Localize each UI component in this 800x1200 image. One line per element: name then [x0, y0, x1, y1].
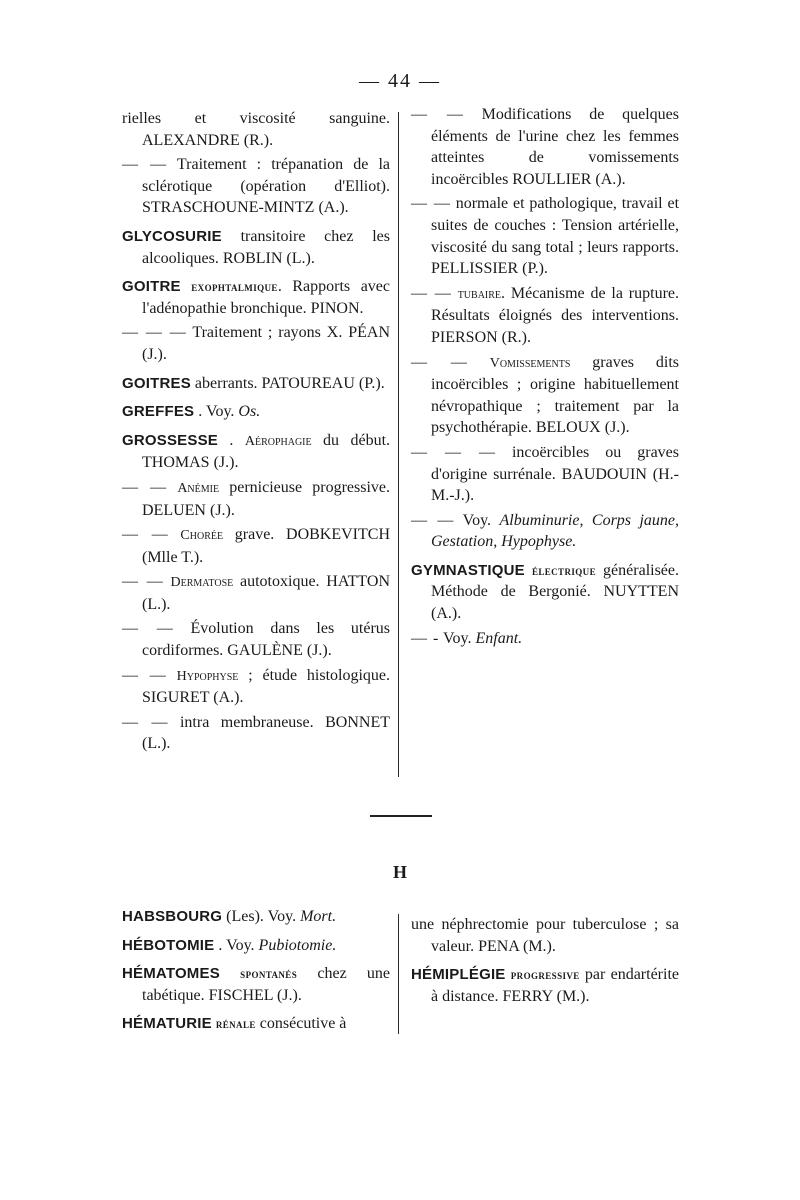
- entry-text: autotoxique. HATTON (L.).: [142, 573, 391, 613]
- entry-text: transitoire chez les alcooliques. ROBLIN (L.).: [142, 227, 390, 267]
- index-entry-continuation: [411, 914, 679, 957]
- index-entry: [122, 276, 390, 319]
- index-column-bottom-left: [122, 906, 390, 1038]
- entry-subterm: Vomissements: [489, 355, 571, 371]
- entry-subterm: progressive: [510, 967, 580, 983]
- index-column-bottom-right: [411, 914, 679, 1010]
- section-separator-rule: [370, 815, 432, 817]
- index-entry: [122, 477, 390, 521]
- entry-text: Voy.: [443, 629, 476, 647]
- entry-subterm: tubaire: [457, 286, 502, 302]
- entry-subterm: spontanés: [240, 966, 298, 982]
- entry-headword: HÉMATOMES: [122, 965, 220, 983]
- entry-text: Évolution dans les utérus cordiformes. GAULÈNE (J.).: [142, 620, 391, 660]
- entry-subterm: Hypophyse: [176, 668, 239, 684]
- index-entry: [411, 352, 679, 439]
- section-letter-heading: H: [392, 862, 407, 882]
- entry-text: du début. THOMAS (J.).: [142, 431, 391, 472]
- index-column-top-left: [122, 108, 390, 758]
- entry-repeat-dash: — — —: [411, 443, 496, 461]
- entry-text: Traitement ; rayons X. PÉAN (J.).: [142, 324, 391, 363]
- entry-subterm: électrique: [531, 562, 596, 578]
- index-entry: [122, 665, 390, 709]
- entry-text: grave. DOBKEVITCH (Mlle T.).: [142, 526, 390, 566]
- index-entry: [411, 442, 679, 507]
- entry-crossref: Mort.: [300, 908, 337, 925]
- entry-text: . Voy.: [198, 403, 239, 421]
- entry-text: par endartérite à distance. FERRY (M.).: [431, 966, 680, 1005]
- index-entry: [122, 524, 390, 568]
- entry-crossref: Albuminurie, Corps jaune, Gestation, Hypophyse.: [431, 511, 680, 551]
- entry-repeat-dash: — —: [411, 511, 455, 529]
- entry-text: . Mécanisme de la rupture. Résultats éloignés des interventions. PIERSON (R.).: [431, 284, 679, 346]
- entry-repeat-dash: — —: [411, 195, 451, 213]
- index-entry: [122, 618, 390, 661]
- entry-subterm: exophtalmique: [191, 279, 278, 295]
- entry-text: .: [229, 431, 245, 449]
- entry-crossref: Pubiotomie.: [258, 936, 337, 954]
- column-divider-bottom: [398, 914, 399, 1034]
- entry-text: Modifications de quelques éléments de l'urine chez les femmes atteintes de vomissements incoërcibles ROULLIER (A.).: [431, 106, 679, 188]
- entry-headword: GROSSESSE: [122, 431, 218, 449]
- entry-repeat-dash: — —: [122, 713, 169, 731]
- entry-headword: GOITRES: [122, 374, 191, 392]
- entry-subterm: Anémie: [177, 480, 220, 496]
- entry-text: incoërcibles ou graves d'origine surrénale. BAUDOUIN (H.-M.-J.).: [431, 443, 680, 505]
- entry-repeat-dash: — —: [122, 156, 168, 174]
- entry-text: Voy.: [462, 511, 500, 529]
- index-entry: [122, 712, 390, 755]
- entry-text: rielles et viscosité sanguine. ALEXANDRE (R.).: [122, 110, 390, 149]
- entry-repeat-dash: — -: [411, 629, 440, 647]
- entry-text: généralisée. Méthode de Bergonié. NUYTTEN (A.).: [431, 561, 680, 623]
- entry-headword: GOITRE: [122, 278, 181, 296]
- index-entry: [122, 935, 390, 957]
- column-divider-top: [398, 112, 399, 777]
- index-entry: [122, 430, 390, 474]
- index-entry: [122, 373, 390, 395]
- entry-text: . Rapports avec l'adénopathie bronchique. PINON.: [142, 278, 391, 317]
- entry-headword: HÉMATURIE: [122, 1015, 212, 1033]
- index-entry: [122, 571, 390, 615]
- index-entry: [122, 906, 390, 928]
- entry-text: une néphrectomie pour tuberculose ; sa valeur. PENA (M.).: [411, 916, 679, 955]
- entry-text: ; étude histologique. SIGURET (A.).: [142, 666, 391, 707]
- entry-text: (Les). Voy.: [226, 908, 301, 925]
- index-column-top-right: [411, 104, 679, 652]
- entry-headword: HABSBOURG: [122, 908, 223, 925]
- index-entry: [122, 226, 390, 269]
- entry-text: normale et pathologique, travail et suites de couches : Tension artérielle, viscosité du sang total ; leurs rapports. PELLISSIER (P.).: [431, 195, 680, 278]
- entry-text: Traitement : trépanation de la sclérotique (opération d'Elliot). STRASCHOUNE-MINTZ (A.).: [142, 156, 391, 217]
- index-entry: [122, 1013, 390, 1035]
- index-entry: [411, 510, 679, 553]
- entry-text: aberrants. PATOUREAU (P.).: [194, 374, 385, 392]
- entry-subterm: Dermatose: [170, 575, 234, 591]
- entry-text: consécutive à: [255, 1015, 347, 1033]
- index-entry: [411, 964, 679, 1007]
- entry-headword: GREFFES: [122, 403, 195, 421]
- entry-repeat-dash: — — —: [122, 324, 187, 342]
- entry-headword: HÉBOTOMIE: [122, 936, 215, 954]
- entry-text: . Voy.: [218, 936, 259, 954]
- entry-repeat-dash: — —: [411, 353, 468, 371]
- entry-repeat-dash: — —: [122, 526, 169, 544]
- index-entry: [411, 628, 679, 650]
- entry-repeat-dash: — —: [411, 106, 464, 123]
- index-entry: [411, 283, 679, 349]
- index-entry: [122, 154, 390, 219]
- entry-headword: GLYCOSURIE: [122, 227, 222, 245]
- entry-subterm: Chorée: [180, 528, 224, 544]
- page-number: — 44 —: [359, 70, 441, 92]
- entry-repeat-dash: — —: [122, 478, 168, 496]
- entry-headword: HÉMIPLÉGIE: [411, 966, 506, 984]
- entry-text: chez une tabétique. FISCHEL (J.).: [142, 965, 391, 1004]
- entry-text: pernicieuse progressive. DELUEN (J.).: [142, 478, 391, 519]
- index-entry: [411, 193, 679, 279]
- entry-subterm: rénale: [215, 1016, 256, 1032]
- index-entry: [411, 104, 679, 190]
- entry-crossref: Os.: [238, 403, 261, 421]
- entry-text: graves dits incoërcibles ; origine habituellement névropathique ; traitement par la psychothérapie. BELOUX (J.).: [431, 353, 679, 437]
- entry-text: intra membraneuse. BONNET (L.).: [142, 713, 390, 753]
- index-entry: [122, 322, 390, 365]
- entry-repeat-dash: — —: [122, 620, 174, 638]
- entry-repeat-dash: — —: [122, 666, 167, 684]
- entry-repeat-dash: — —: [411, 284, 452, 302]
- index-entry: [411, 560, 679, 625]
- entry-headword: GYMNASTIQUE: [411, 561, 525, 579]
- entry-subterm: Aérophagie: [244, 433, 312, 449]
- entry-repeat-dash: — —: [122, 573, 164, 591]
- entry-crossref: Enfant.: [475, 629, 523, 647]
- index-entry: [122, 401, 390, 423]
- index-entry-continuation: [122, 108, 390, 151]
- index-entry: [122, 963, 390, 1006]
